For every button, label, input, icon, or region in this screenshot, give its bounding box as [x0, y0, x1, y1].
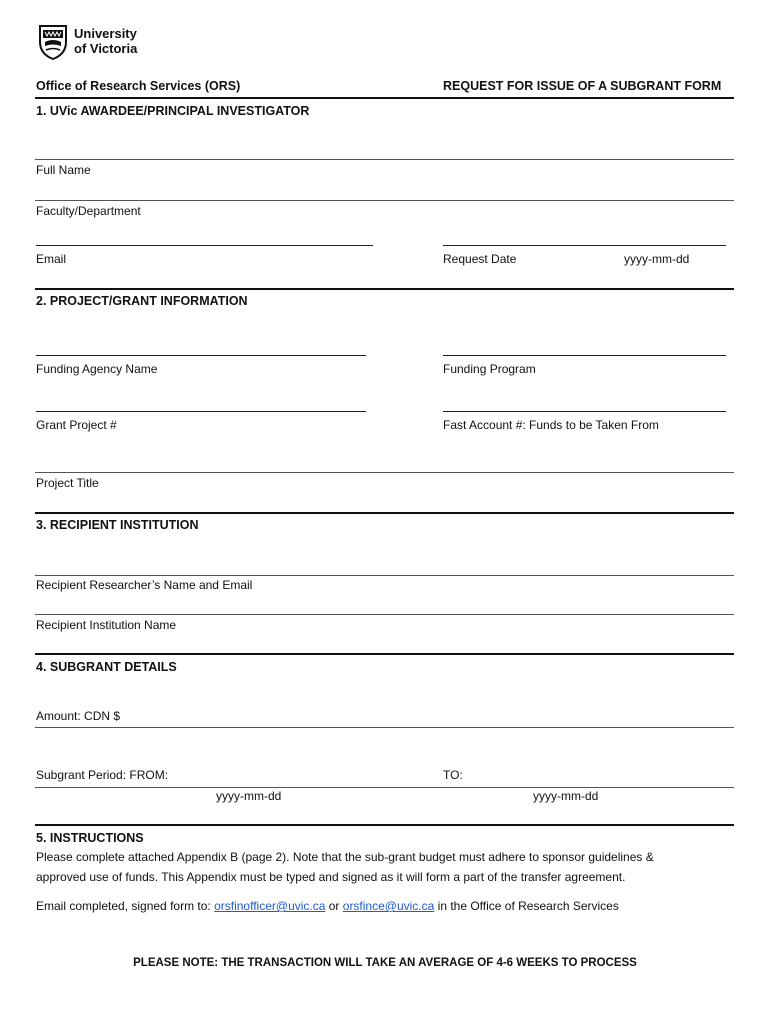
email-link-finofficer[interactable]: orsfinofficer@uvic.ca	[214, 899, 326, 913]
full-name-label: Full Name	[36, 163, 91, 177]
instructions-line1: Please complete attached Appendix B (page 2). Note that the sub-grant budget must adhere to sponsor guidelines &	[36, 850, 654, 864]
uvic-crest-icon	[38, 24, 68, 60]
request-date-field[interactable]	[443, 245, 726, 246]
funding-agency-field[interactable]	[36, 355, 366, 356]
funding-program-field[interactable]	[443, 355, 726, 356]
period-field[interactable]	[35, 787, 734, 788]
request-date-label: Request Date	[443, 252, 517, 266]
form-title: REQUEST FOR ISSUE OF A SUBGRANT FORM	[443, 79, 722, 93]
amount-field[interactable]	[35, 727, 734, 728]
to-date-format: yyyy-mm-dd	[533, 789, 599, 803]
email-label: Email	[36, 252, 67, 266]
university-name: University of Victoria	[74, 26, 138, 56]
recipient-researcher-label: Recipient Researcher’s Name and Email	[36, 578, 253, 592]
section4-title: 4. SUBGRANT DETAILS	[36, 660, 177, 674]
funding-program-label: Funding Program	[443, 362, 536, 376]
processing-note: PLEASE NOTE: THE TRANSACTION WILL TAKE AN AVERAGE OF 4-6 WEEKS TO PROCESS	[133, 957, 637, 969]
uvic-logo	[38, 24, 158, 64]
faculty-field[interactable]	[35, 200, 734, 201]
email-field[interactable]	[36, 245, 373, 246]
grant-project-label: Grant Project #	[36, 418, 117, 432]
email-instructions	[36, 899, 736, 913]
section2-title: 2. PROJECT/GRANT INFORMATION	[36, 294, 248, 308]
section1-title: 1. UVic AWARDEE/PRINCIPAL INVESTIGATOR	[36, 104, 310, 118]
request-date-format: yyyy-mm-dd	[624, 252, 690, 266]
faculty-label: Faculty/Department	[36, 204, 141, 218]
section3-title: 3. RECIPIENT INSTITUTION	[36, 518, 199, 532]
period-to-label: TO:	[443, 768, 463, 782]
email-suffix: in the Office of Research Services	[434, 899, 619, 913]
email-prefix: Email completed, signed form to:	[36, 899, 215, 913]
funding-agency-label: Funding Agency Name	[36, 362, 158, 376]
header-divider	[35, 97, 734, 99]
amount-label: Amount: CDN $	[36, 709, 121, 723]
recipient-institution-field[interactable]	[35, 614, 734, 615]
section1-divider	[35, 288, 734, 290]
office-name: Office of Research Services (ORS)	[36, 79, 241, 93]
period-from-label: Subgrant Period: FROM:	[36, 768, 169, 782]
section4-divider	[35, 824, 734, 826]
recipient-institution-label: Recipient Institution Name	[36, 618, 177, 632]
project-title-field[interactable]	[35, 472, 734, 473]
full-name-field[interactable]	[35, 159, 734, 160]
instructions-line2: approved use of funds. This Appendix must be typed and signed as it will form a part of the transfer agreement.	[36, 870, 626, 884]
section2-divider	[35, 512, 734, 514]
grant-project-field[interactable]	[36, 411, 366, 412]
fast-account-label: Fast Account #: Funds to be Taken From	[443, 418, 659, 432]
section3-divider	[35, 653, 734, 655]
from-date-format: yyyy-mm-dd	[216, 789, 282, 803]
email-link-fince[interactable]: orsfince@uvic.ca	[342, 899, 435, 913]
fast-account-field[interactable]	[443, 411, 726, 412]
project-title-label: Project Title	[36, 476, 99, 490]
email-or: or	[325, 899, 343, 913]
recipient-researcher-field[interactable]	[35, 575, 734, 576]
section5-title: 5. INSTRUCTIONS	[36, 831, 144, 845]
